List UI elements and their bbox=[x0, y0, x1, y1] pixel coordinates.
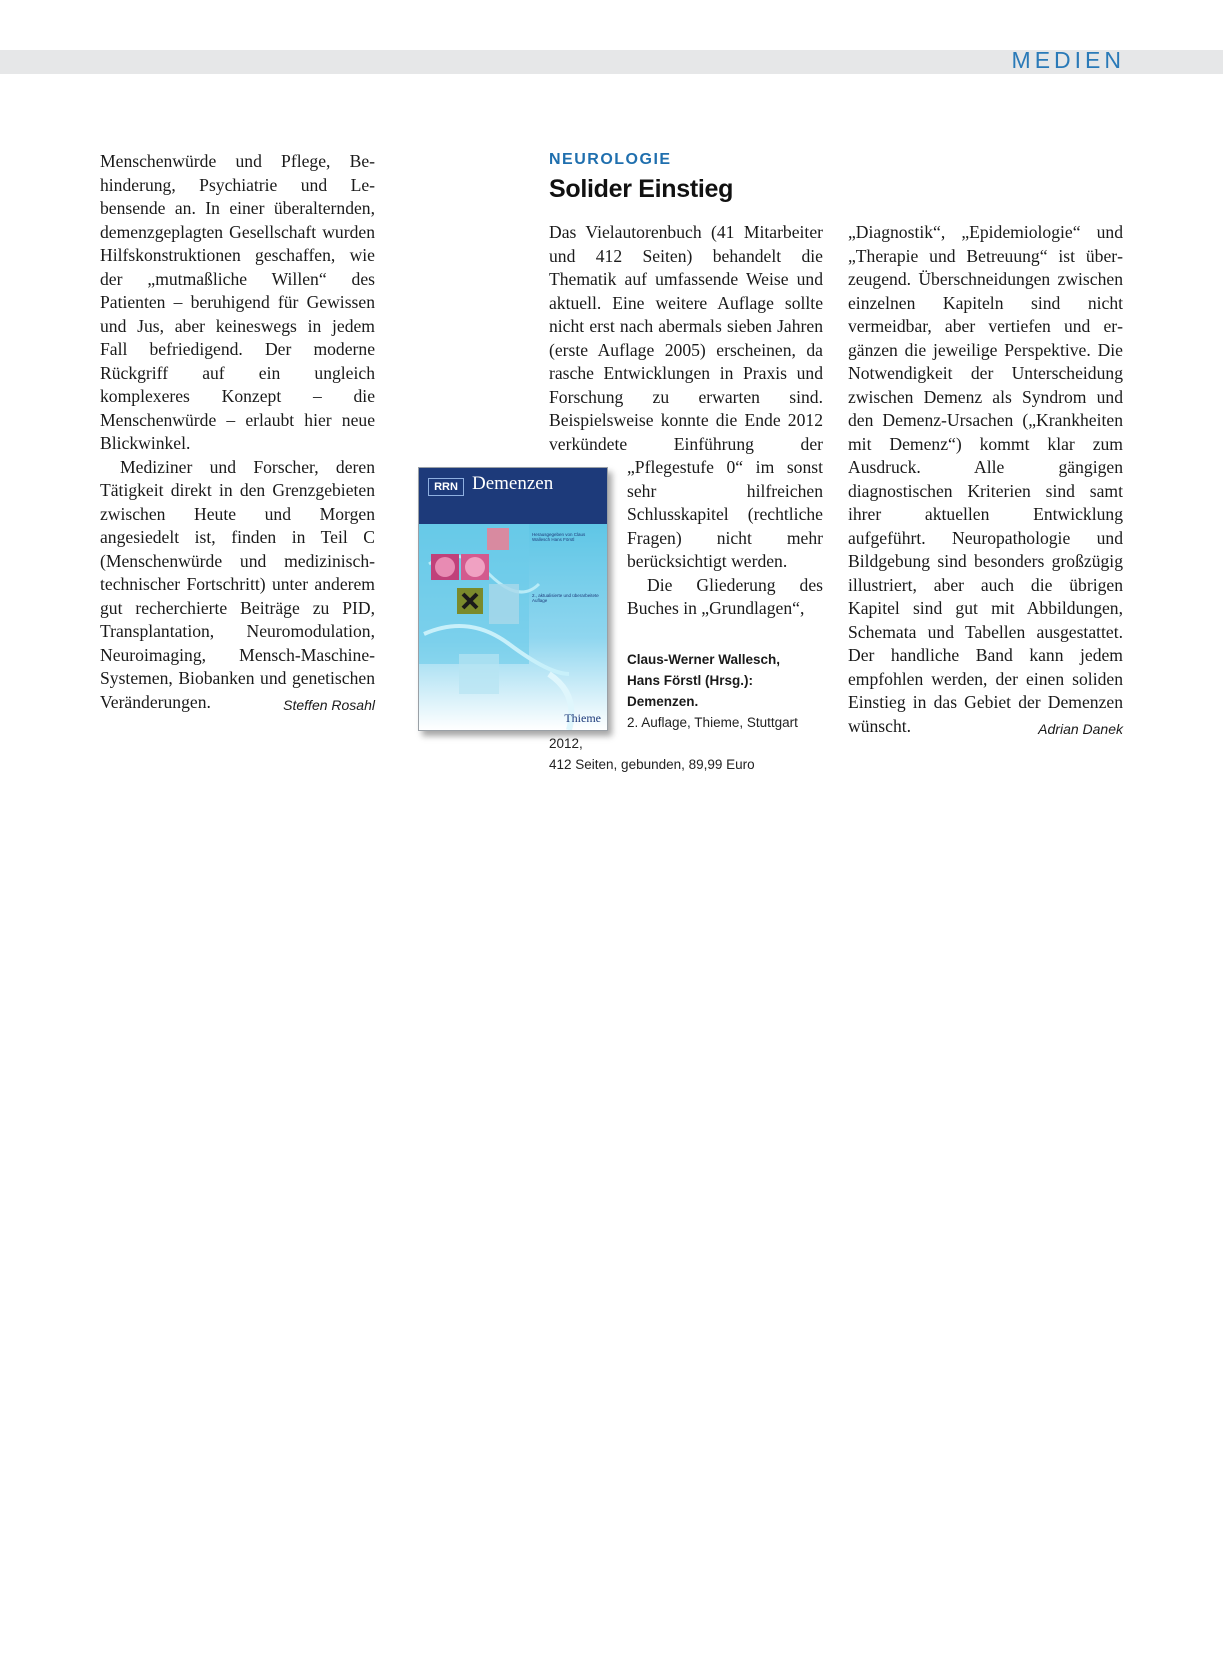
paragraph: Die Gliederung des Buches in „Grundlagen“, bbox=[627, 574, 823, 618]
author-signature: Adrian Danek bbox=[1038, 720, 1123, 737]
book-title: Hans Förstl (Hrsg.): Demenzen. bbox=[627, 672, 754, 709]
book-edition: 2. Auflage, Thieme, Stuttgart 2012, bbox=[549, 714, 798, 751]
paragraph: Menschenwürde und Pflege, Behinderung, Psychiatrie und Lebensende an. In einer überalternden, demenzgeplagten Gesellschaft wurden Hilfskonstruktionen geschaffen, wie der „mutmaßliche Willen“ des Patienten – beruhigend für Gewissen und Jus, aber keineswegs in jedem Fall befriedigend. Der moderne Rückgriff auf ein ungleich komplexeres Konzept – die Menschenwürde – erlaubt hier neue Blickwinkel. bbox=[100, 151, 375, 453]
article-headline: Solider Einstieg bbox=[549, 175, 734, 203]
book-authors: Claus-Werner Wallesch, bbox=[627, 651, 781, 667]
author-signature: Steffen Rosahl bbox=[283, 696, 375, 713]
book-details: 412 Seiten, gebunden, 89,99 Euro bbox=[549, 756, 755, 772]
paragraph: Mediziner und Forscher, deren Tätigkeit direkt in den Grenzgebieten zwischen Heute und Morgen angesiedelt ist, finden in Teil C (Menschenwürde und medizinisch-technischer Fortschritt) unter anderem gut recherchierte Beiträge zu PID, Transplantation, Neuromodulation, Neuroimaging, Mensch-Maschine-Systemen, Biobanken und genetischen Veränderungen. Steffen Rosahl bbox=[100, 456, 375, 715]
section-label: MEDIEN bbox=[1011, 47, 1125, 73]
cover-band bbox=[419, 468, 607, 524]
cover-edition: 2., aktualisierte und überarbeitete Auflage bbox=[532, 593, 599, 603]
cover-publisher: Thieme bbox=[564, 711, 601, 725]
cover-title: Demenzen bbox=[472, 473, 554, 494]
cover-artwork bbox=[419, 524, 607, 730]
article-kicker: NEUROLOGIE bbox=[549, 151, 672, 168]
paragraph: Das Vielautorenbuch (41 Mitarbeiter und 412 Seiten) behandelt die Thematik auf umfassende Weise und aktuell. Eine weitere Auflage sollte nicht erst nach abermals sieben Jahren (erste Auflage 2005) erscheinen, da rasche Entwicklungen in Praxis und Forschung zu erwarten sind. Beispielsweise konnte die Ende 2012 verkündete Einführung der „Pflegestufe 0“ im sonst sehr hilfreichen Schlusskapitel (rechtliche Fragen) nicht mehr berücksichtigt werden. bbox=[549, 222, 823, 571]
paragraph: „Diagnostik“, „Epidemiologie“ und „Therapie und Betreuung“ ist überzeugend. Überschneidungen zwischen einzelnen Kapiteln sind nicht vermeidbar, aber vertiefen und ergänzen die jeweilige Perspektive. Die Notwendigkeit der Unterscheidung zwischen Demenz als Syndrom und den Demenz-Ursachen („Krankheiten mit Demenz“) kommt klar zum Ausdruck. Alle gängigen diagnostischen Kriterien sind samt ihrer aktuellen Entwicklung aufgeführt. Neuropathologie und Bildgebung sind besonders großzügig illustriert, aber auch die übrigen Kapitel sind gut mit Abbildungen, Schemata und Tabellen ausgestattet. Der handliche Band kann jedem empfohlen werden, der einen soliden Einstieg in das Gebiet der Demenzen wünscht. Adrian Danek bbox=[848, 221, 1123, 738]
cover-editors: Herausgegeben von Claus Wallesch Hans Förstl bbox=[532, 532, 586, 542]
publisher-logo: RRN bbox=[428, 478, 464, 496]
column-left bbox=[100, 150, 375, 717]
book-cover bbox=[418, 467, 608, 731]
column-right bbox=[848, 221, 1123, 741]
